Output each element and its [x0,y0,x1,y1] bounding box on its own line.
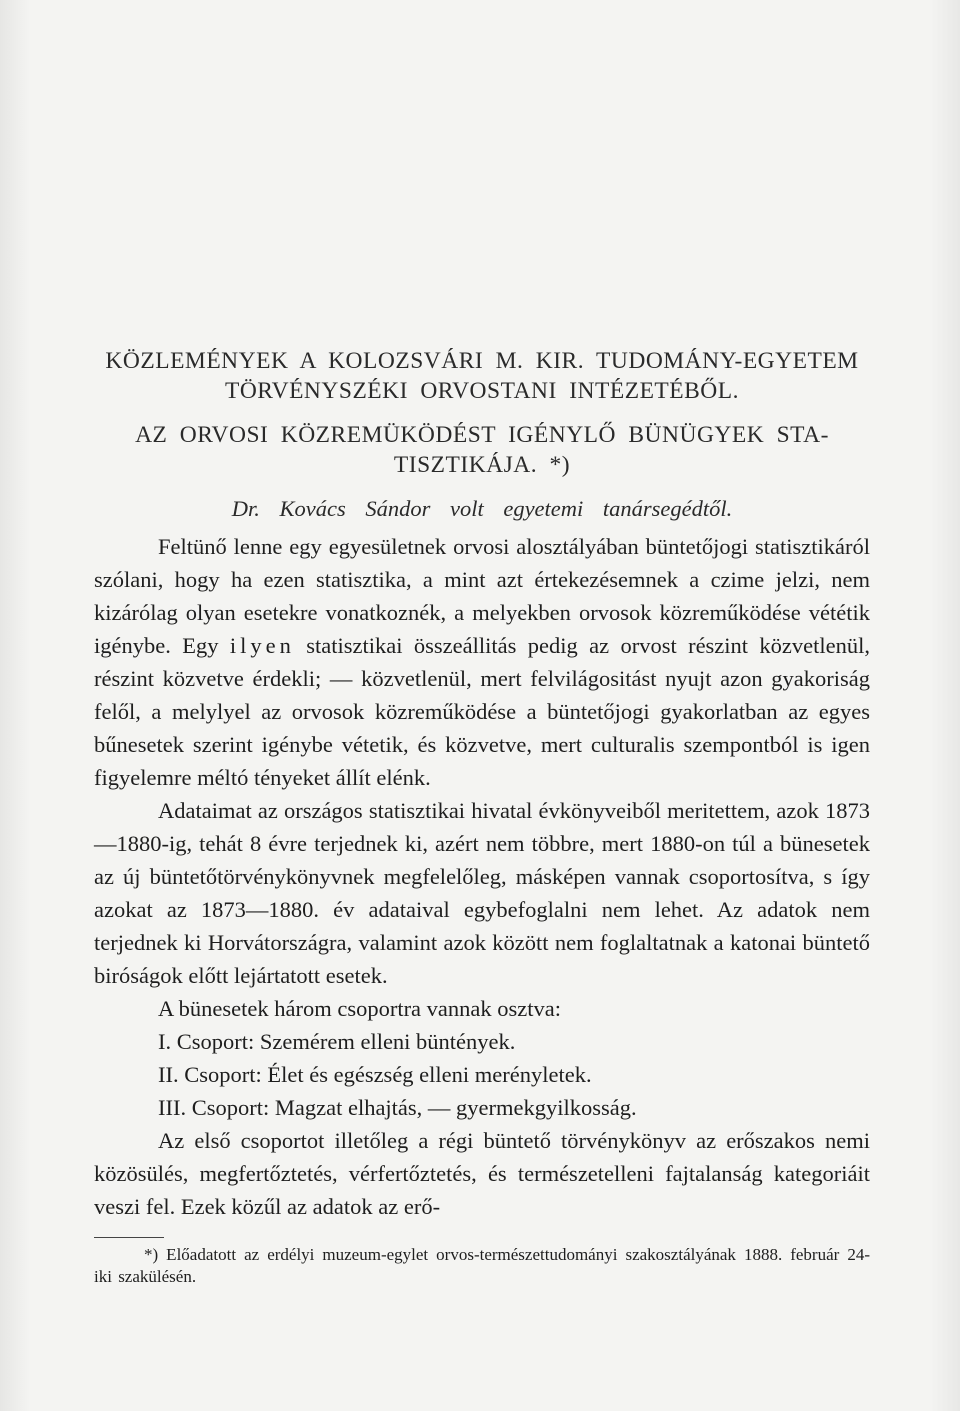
list-item-group-1: I. Csoport: Szemérem elleni büntények. [158,1029,516,1054]
paragraph-1-part-b: statisztikai összeállitás pedig az orvost részint közvetlenül, részint közvetve érdekli; — közvetlenül, mert felvilágositást nyujt azon gyakoriság felől, a melylyel az orvosok közreműködése a büntetőjogi gyakorlatban az egyes bűnesetek szerint igénybe vétetik, és közvetve, mert culturalis szempontból is igen figyelemre méltó tényeket állít elénk. [94,633,871,790]
footnote-divider [94,1237,164,1238]
paragraph-2: Adataimat az országos statisztikai hivatal évkönyveiből meritettem, azok 1873—1880-ig, tehát 8 évre terjednek ki, azért nem többre, mert 1880-on túl a bünesetek az új büntetőtörvénykönyvnek megfelelőleg, másképen vannak csoportosítva, s így azokat az 1873—1880. év adataival egybefoglalni nem lehet. Az adatok nem terjednek ki Horvátországra, valamint azok között nem foglaltatnak a katonai büntető biróságok előtt lejártatott esetek. [94,798,870,988]
footnote: *) Előadatott az erdélyi muzeum-egylet orvos-természettudományi szakosztályának 1888. február 24-iki szakülésén. [94,1245,870,1286]
paragraph-4: Az első csoportot illetőleg a régi büntető törvénykönyv az erőszakos nemi közösülés, megfertőztetés, vérfertőztetés, és természetelleni fajtalanság kategoriáit veszi fel. Ezek közűl az adatok az erő- [94,1128,870,1219]
paragraph-3: A bünesetek három csoportra vannak osztva: [158,996,562,1021]
article-title-line-2: TISZTIKÁJA. *) [393,452,571,478]
journal-heading-line-2: TÖRVÉNYSZÉKI ORVOSTANI INTÉZETÉBŐL. [224,378,740,404]
bleed-through-text [110,130,870,330]
author-line: Dr. Kovács Sándor volt egyetemi tanársegédtől. [231,496,733,521]
journal-heading-line-1: KÖZLEMÉNYEK A KOLOZSVÁRI M. KIR. TUDOMÁNY-EGYETEM [105,348,859,374]
list-item-group-3: III. Csoport: Magzat elhajtás, — gyermekgyilkosság. [158,1095,637,1120]
emphasized-word: ilyen [229,633,295,658]
paragraph-1-part-a: Feltünő lenne egy egyesületnek orvosi alosztályában büntetőjogi statisztikáról szólani, hogy ha ezen statisztika, a mint azt értekezésemnek a czime jelzi, nem kizárólag olyan esetekre vonatkoznék, a melyekben orvosok közreműködése vététik igénybe. Egy [94,534,870,658]
article-body [94,530,870,1223]
list-item-group-2: II. Csoport: Élet és egészség elleni merényletek. [158,1062,592,1087]
article-title-line-1: AZ ORVOSI KÖZREMÜKÖDÉST IGÉNYLŐ BÜNÜGYEK STA- [135,422,829,448]
paragraph-1 [94,530,870,794]
